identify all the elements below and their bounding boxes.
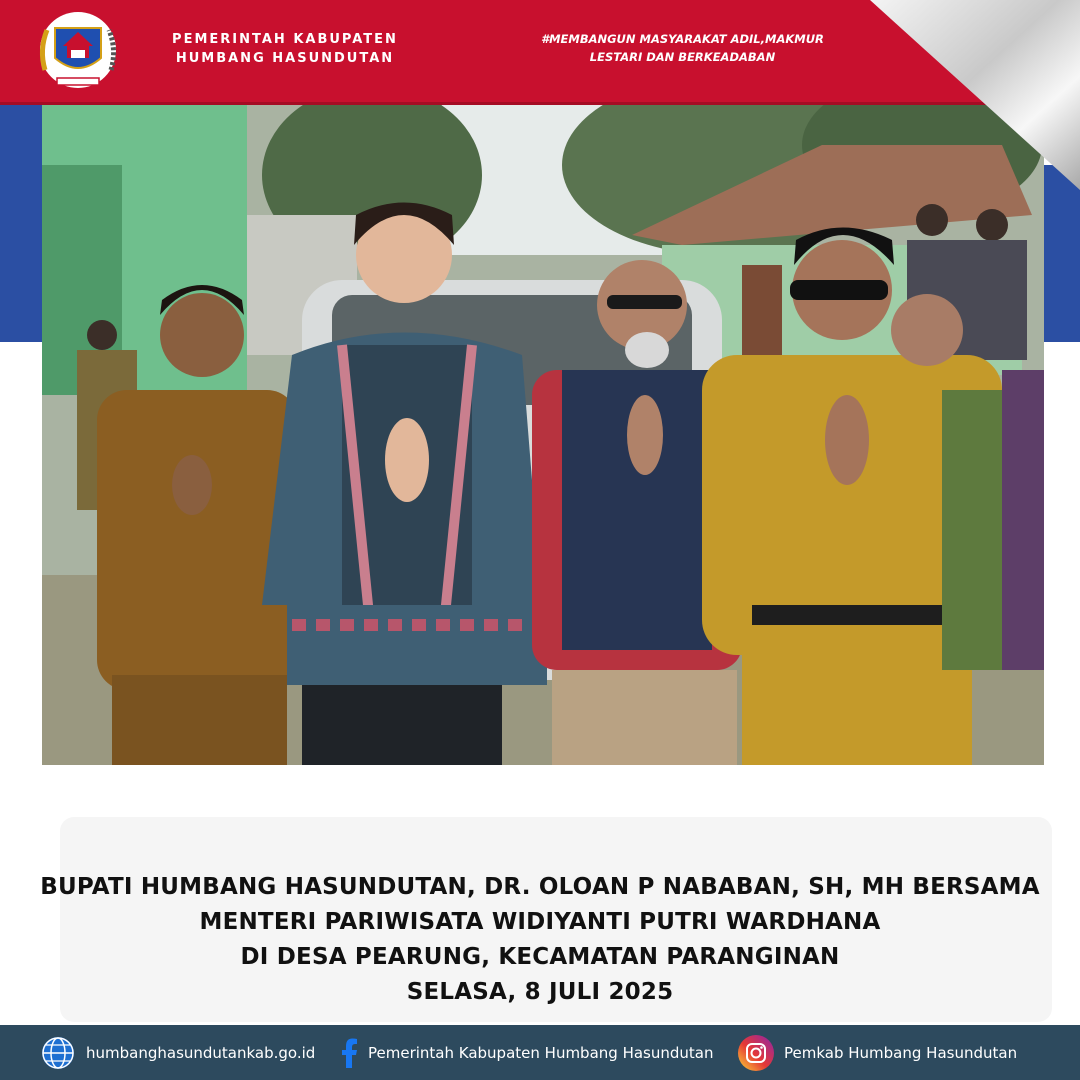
- silver-ribbon-decoration: [870, 0, 1080, 190]
- caption-line1: BUPATI HUMBANG HASUNDUTAN, DR. OLOAN P NABABAN, SH, MH BERSAMA: [40, 874, 1040, 900]
- government-name-line2: HUMBANG HASUNDUTAN: [175, 51, 395, 66]
- website-label: humbanghasundutankab.go.id: [86, 1043, 316, 1062]
- caption-date: SELASA, 8 JULI 2025: [406, 979, 674, 1005]
- globe-icon: [40, 1035, 76, 1071]
- slogan-line2: LESTARI DAN BERKEADABAN: [589, 50, 776, 64]
- government-name-line1: PEMERINTAH KABUPATEN: [172, 32, 398, 47]
- caption-line3: DI DESA PEARUNG, KECAMATAN PARANGINAN: [240, 944, 840, 970]
- government-name: [170, 30, 400, 68]
- regency-emblem-logo: [33, 10, 123, 90]
- instagram-label: Pemkab Humbang Hasundutan: [784, 1043, 1018, 1062]
- website-link[interactable]: [40, 1025, 315, 1080]
- instagram-link[interactable]: [738, 1025, 1017, 1080]
- instagram-icon: [738, 1035, 774, 1071]
- officials-photo: [42, 105, 1044, 765]
- caption-line2: MENTERI PARIWISATA WIDIYANTI PUTRI WARDHANA: [199, 909, 881, 935]
- facebook-icon: [340, 1038, 358, 1068]
- slogan-line1: #MEMBANGUN MASYARAKAT ADIL,MAKMUR: [541, 32, 824, 46]
- facebook-link[interactable]: [340, 1025, 713, 1080]
- left-blue-accent-bar: [0, 105, 42, 342]
- facebook-label: Pemerintah Kabupaten Humbang Hasundutan: [368, 1043, 714, 1062]
- photo-caption: [0, 870, 1080, 1010]
- photo-illustration: [42, 105, 1044, 765]
- slogan: [530, 30, 835, 66]
- right-blue-accent-bar: [1044, 165, 1080, 342]
- footer-bar: [0, 1025, 1080, 1080]
